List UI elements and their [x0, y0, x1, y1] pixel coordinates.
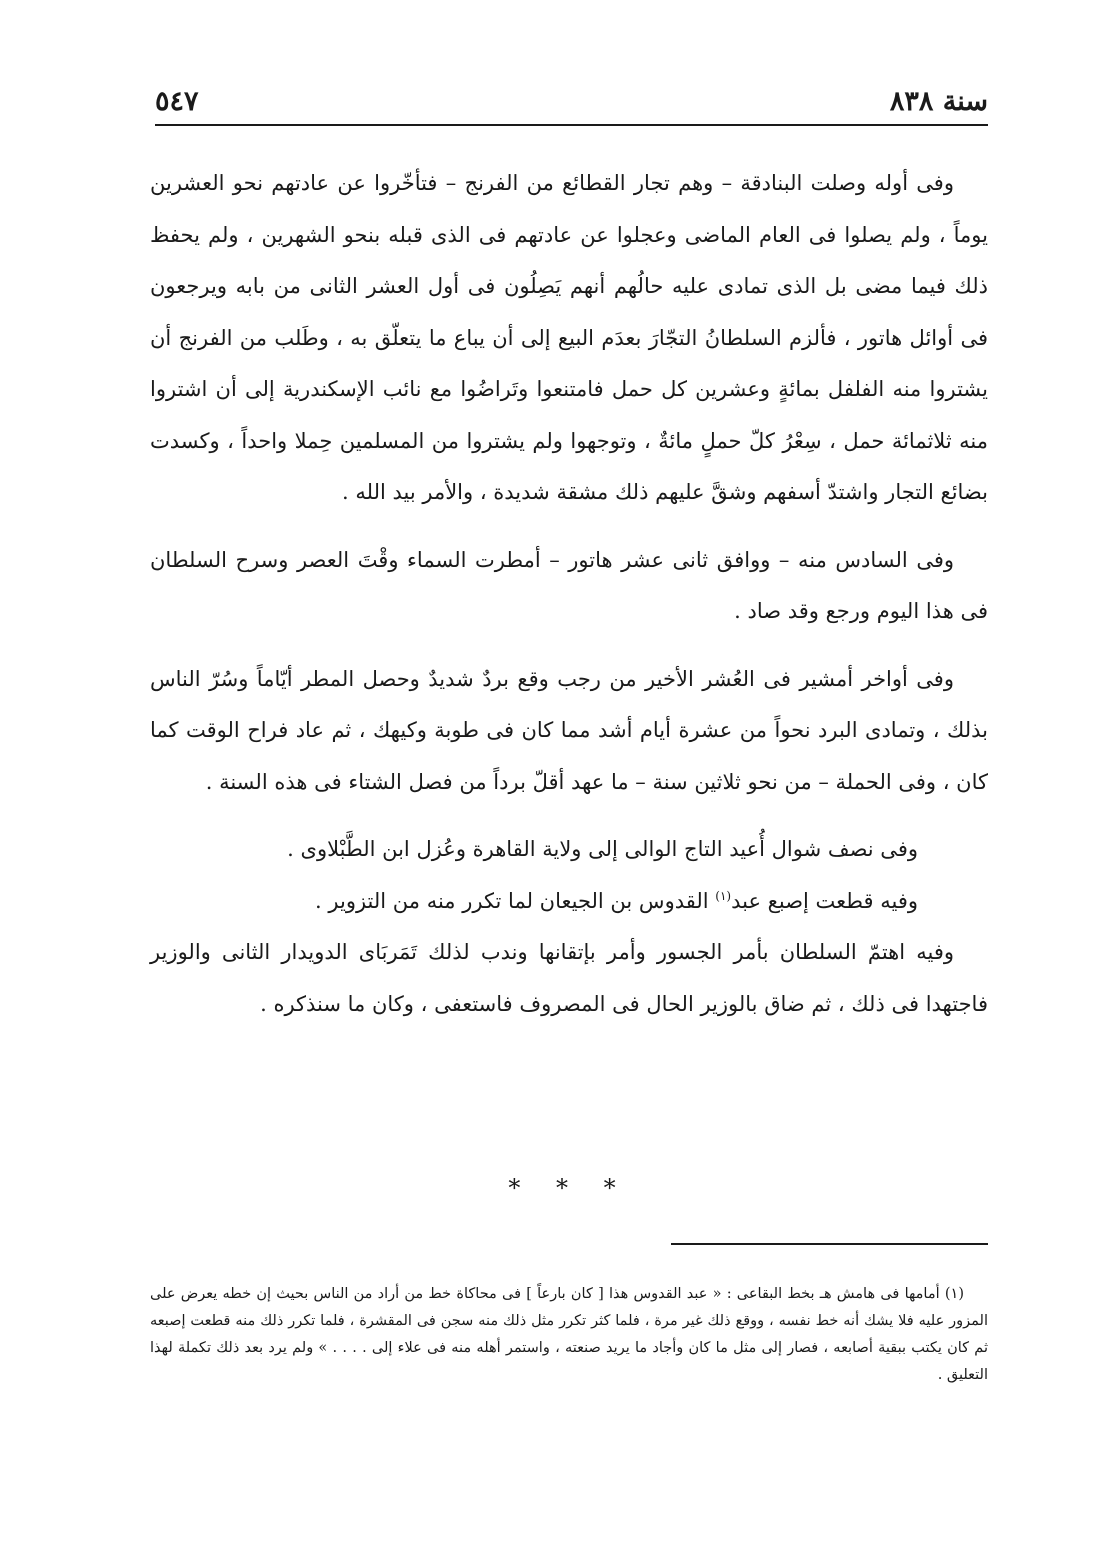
footnote-rule: [671, 1243, 988, 1245]
paragraph-3: وفى أواخر أمشير فى العُشر الأخير من رجب وقع بردٌ شديدٌ وحصل المطر أيّاماً وسُرّ الناس بذلك ، وتمادى البرد نحواً من عشرة أيام أشد مما كان فى طوبة وكيهك ، ثم عاد فراح الوقت كما كان ، وفى الحملة – من نحو ثلاثين سنة – ما عهد أقلّ برداً من فصل الشتاء فى هذه السنة .: [150, 666, 988, 794]
paragraph-5: [150, 876, 988, 928]
main-text: [150, 158, 988, 1030]
page-header: [155, 86, 988, 126]
running-title: سنة ٨٣٨: [889, 86, 988, 117]
paragraph-5-rest: القدوس بن الجيعان لما تكرر منه من التزوير .: [315, 888, 709, 913]
header-rule: [155, 124, 988, 126]
footnote-reference: (١): [715, 888, 732, 903]
footnote: (١) أمامها فى هامش هـ بخط البقاعى : « عبد القدوس هذا [ كان بارعاً ] فى محاكاة خط من أراد من الناس بحيث إن خطه يعرض على المزور عليه فلا يشك أنه خط نفسه ، ووقع ذلك غير مرة ، فلما كثر تكرر مثل ذلك منه سجن فى المقشرة ، فلما تكرر ذلك منه قطعت إصبعه ثم كان يكتب ببقية أصابعه ، فصار إلى مثل ما كان وأجاد ما يريد صنعته ، واستمر أهله منه فى علاء إلى . . . . » ولم يرد بعد ذلك تكملة لهذا التعليق .: [150, 1286, 988, 1383]
paragraph-6: وفيه اهتمّ السلطان بأمر الجسور وأمر بإتقانها وندب لذلك تَمَربَاى الدويدار الثانى والوزير فاجتهدا فى ذلك ، ثم ضاق بالوزير الحال فى المصروف فاستعفى ، وكان ما سنذكره .: [150, 940, 988, 1016]
page-number: ٥٤٧: [155, 86, 199, 117]
paragraph-2: وفى السادس منه – ووافق ثانى عشر هاتور – أمطرت السماء وقْتَ العصر وسرح السلطان فى هذا اليوم ورجع وقد صاد .: [150, 547, 988, 623]
paragraph-1: وفى أوله وصلت البنادقة – وهم تجار القطائع من الفرنج – فتأخّروا عن عادتهم نحو العشرين يوماً ، ولم يصلوا فى العام الماضى وعجلوا عن عادتهم فى الذى قبله بنحو الشهرين ، ولم يحفظ ذلك فيما مضى بل الذى تمادى عليه حالُهم أنهم يَصِلُون فى أول العشر الثانى من بابه ويرجعون فى أوائل هاتور ، فألزم السلطانُ التجّارَ بعدَم البيع إلى أن يباع ما يتعلّق به ، وطَلب من الفرنج أن يشتروا منه الفلفل بمائةٍ وعشرين كل حمل فامتنعوا وتَراضُوا مع نائب الإسكندرية إلى أن اشتروا منه ثلاثمائة حمل ، سِعْرُ كلّ حملٍ مائةٌ ، وتوجهوا ولم يشتروا من المسلمين حِملا واحداً ، وكسدت بضائع التجار واشتدّ أسفهم وشقَّ عليهم ذلك مشقة شديدة ، والأمر بيد الله .: [150, 171, 988, 504]
section-separator: * * *: [508, 1174, 630, 1202]
paragraph-4: وفى نصف شوال أُعيد التاج الوالى إلى ولاية القاهرة وعُزل ابن الطَّبْلاوى .: [287, 837, 918, 861]
paragraph-5-prefix: وفيه قطعت إصبع عبد: [731, 888, 918, 913]
